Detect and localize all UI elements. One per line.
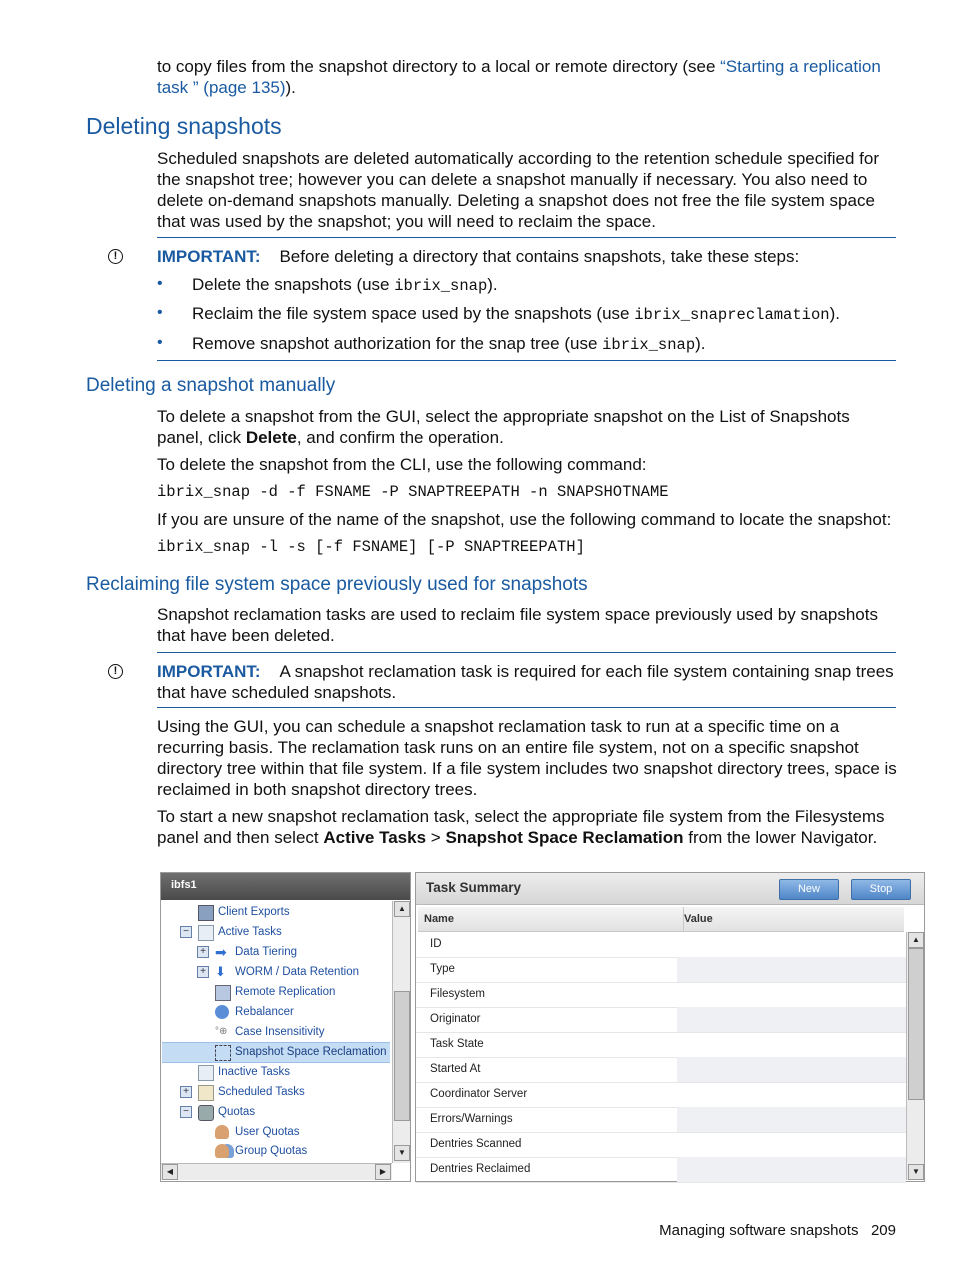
intro-paragraph: to copy files from the snapshot directory to a local or remote directory (see “Starting a replication task ” (page 135)).	[157, 57, 881, 97]
table-row[interactable]: Originator	[416, 1007, 906, 1033]
command-delete: ibrix_snap -d -f FSNAME -P SNAPTREEPATH -n SNAPSHOTNAME	[157, 483, 669, 501]
new-button[interactable]: New	[779, 879, 839, 900]
column-header-value[interactable]: Value	[684, 907, 904, 932]
tree-item-case-insensitivity[interactable]: °⊕ Case Insensitivity	[215, 1026, 325, 1038]
expand-icon[interactable]: +	[197, 946, 209, 958]
collapse-icon[interactable]: −	[180, 1106, 192, 1118]
folder-icon	[198, 1065, 214, 1081]
step-item: Remove snapshot authorization for the snap tree (use ibrix_snap).	[192, 334, 706, 354]
group-icon	[215, 1144, 229, 1158]
tree-item-rebalancer[interactable]: Rebalancer	[161, 1003, 390, 1022]
task-summary-table	[416, 932, 906, 1180]
column-header-name[interactable]: Name	[418, 907, 684, 932]
tree-item-user-quotas[interactable]: User Quotas	[161, 1123, 390, 1142]
manual-paragraph-2: To delete the snapshot from the CLI, use the following command:	[157, 455, 647, 474]
navigator-vertical-scrollbar[interactable]	[392, 901, 410, 1163]
footer-title: Managing software snapshots	[659, 1222, 859, 1239]
value-cell	[677, 982, 906, 1007]
scroll-left-icon[interactable]: ◀	[162, 1164, 178, 1180]
table-row[interactable]: Dentries Reclaimed	[416, 1157, 906, 1183]
important-bottom-rule	[157, 707, 896, 708]
navigator-horizontal-scrollbar[interactable]	[161, 1163, 392, 1180]
navigator-header: ibfs1	[161, 873, 410, 900]
user-icon	[215, 1125, 229, 1139]
case-icon: °⊕	[215, 1026, 228, 1037]
replication-icon	[215, 985, 231, 1001]
scroll-thumb[interactable]	[908, 948, 924, 1100]
scroll-up-icon[interactable]: ▲	[908, 932, 924, 948]
value-cell	[677, 1057, 906, 1082]
table-row[interactable]: Type	[416, 957, 906, 983]
snapshot-icon	[215, 1045, 231, 1061]
value-cell	[677, 1082, 906, 1107]
bullet-icon: •	[157, 334, 163, 351]
command-list: ibrix_snap -l -s [-f FSNAME] [-P SNAPTREEPATH]	[157, 538, 585, 556]
task-summary-header	[416, 873, 924, 905]
quota-icon	[198, 1105, 214, 1121]
important-top-rule	[157, 652, 896, 653]
download-icon: ⬇	[215, 964, 226, 979]
scroll-down-icon[interactable]: ▼	[394, 1145, 410, 1161]
tree-item-scheduled-tasks[interactable]: + Scheduled Tasks	[161, 1083, 390, 1102]
important-note-2: IMPORTANT: A snapshot reclamation task is required for each file system containing snap trees that have scheduled snapshots.	[157, 662, 894, 702]
expand-icon[interactable]: +	[197, 966, 209, 978]
reclaim-paragraph-3: To start a new snapshot reclamation task, select the appropriate file system from the Filesystems panel and then select Active Tasks > Snapshot Space Reclamation from the lower Navigator.	[157, 807, 885, 847]
page-footer	[659, 1222, 896, 1239]
value-cell	[677, 957, 906, 982]
rebalancer-icon	[215, 1005, 229, 1019]
folder-icon	[198, 925, 214, 941]
manual-paragraph-3: If you are unsure of the name of the snapshot, use the following command to locate the snapshot:	[157, 510, 892, 529]
task-summary-panel	[415, 872, 925, 1182]
tree-item-snapshot-space-reclamation[interactable]: Snapshot Space Reclamation	[162, 1042, 390, 1063]
scroll-thumb[interactable]	[394, 991, 410, 1121]
table-row[interactable]: Errors/Warnings	[416, 1107, 906, 1133]
important-note-1: IMPORTANT: Before deleting a directory that contains snapshots, take these steps:	[157, 247, 800, 266]
scroll-down-icon[interactable]: ▼	[908, 1164, 924, 1180]
stop-button[interactable]: Stop	[851, 879, 911, 900]
deleting-paragraph: Scheduled snapshots are deleted automatically according to the retention schedule specified for the snapshot tree; however you can delete a snapshot manually if necessary. You also need to delete on-demand snapshots manually. Deleting a snapshot does not free the file system space that was used by the snapshot; you will need to reclaim the space.	[157, 149, 880, 231]
important-icon: !	[108, 664, 123, 679]
tree-item-inactive-tasks[interactable]: Inactive Tasks	[161, 1063, 390, 1082]
manual-paragraph-1: To delete a snapshot from the GUI, select the appropriate snapshot on the List of Snapshots panel, click Delete, and confirm the operation.	[157, 407, 850, 447]
navigator-panel	[160, 872, 411, 1182]
important-bottom-rule	[157, 360, 896, 361]
bullet-icon: •	[157, 275, 163, 292]
heading-deleting-snapshots: Deleting snapshots	[86, 113, 282, 139]
table-row[interactable]: Coordinator Server	[416, 1082, 906, 1108]
scroll-up-icon[interactable]: ▲	[394, 901, 410, 917]
expand-icon[interactable]: +	[180, 1086, 192, 1098]
tree-item-worm[interactable]: + ⬇ WORM / Data Retention	[161, 963, 390, 982]
tree-item-quotas[interactable]: − Quotas	[161, 1103, 390, 1122]
reclaim-paragraph-1: Snapshot reclamation tasks are used to reclaim file system space previously used by snapshots that have been deleted.	[157, 605, 878, 645]
step-item: Delete the snapshots (use ibrix_snap).	[192, 275, 498, 295]
tree-item-active-tasks[interactable]: − Active Tasks	[161, 923, 390, 942]
task-summary-title: Task Summary	[426, 880, 522, 895]
value-cell	[677, 1157, 906, 1182]
important-top-rule	[157, 237, 896, 238]
value-cell	[677, 1107, 906, 1132]
tree-item-client-exports[interactable]: Client Exports	[161, 903, 390, 922]
page-number: 209	[870, 1222, 896, 1239]
table-row[interactable]: Filesystem	[416, 982, 906, 1008]
step-item: Reclaim the file system space used by the snapshots (use ibrix_snapreclamation).	[192, 304, 840, 324]
tree-item-data-tiering[interactable]: + ➡ Data Tiering	[161, 943, 390, 962]
important-icon: !	[108, 249, 123, 264]
heading-deleting-manually: Deleting a snapshot manually	[86, 375, 336, 396]
table-row[interactable]: Task State	[416, 1032, 906, 1058]
bullet-icon: •	[157, 304, 163, 321]
scroll-right-icon[interactable]: ▶	[375, 1164, 391, 1180]
value-cell	[677, 1007, 906, 1032]
reclaim-paragraph-2: Using the GUI, you can schedule a snapshot reclamation task to run at a specific time on a recurring basis. The reclamation task runs on an entire file system, not on a specific snapshot directory tree within that file system. If a file system includes two snapshot directory trees, space is reclaimed in both snapshot directory trees.	[157, 717, 897, 799]
collapse-icon[interactable]: −	[180, 926, 192, 938]
tree-item-remote-replication[interactable]: Remote Replication	[161, 983, 390, 1002]
table-row[interactable]: ID	[416, 932, 906, 958]
table-row[interactable]: Dentries Scanned	[416, 1132, 906, 1158]
heading-reclaiming: Reclaiming file system space previously used for snapshots	[86, 574, 588, 595]
task-summary-scrollbar[interactable]	[906, 932, 924, 1180]
table-row[interactable]: Started At	[416, 1057, 906, 1083]
value-cell	[677, 1032, 906, 1057]
value-cell	[677, 1132, 906, 1157]
tree-item-group-quotas[interactable]: Group Quotas	[161, 1142, 390, 1161]
arrow-icon: ➡	[215, 944, 227, 960]
replication-task-link[interactable]: “Starting a replication task ” (page 135)	[157, 57, 881, 97]
value-cell	[677, 932, 906, 957]
calendar-icon	[198, 1085, 214, 1101]
exports-icon	[198, 905, 214, 921]
